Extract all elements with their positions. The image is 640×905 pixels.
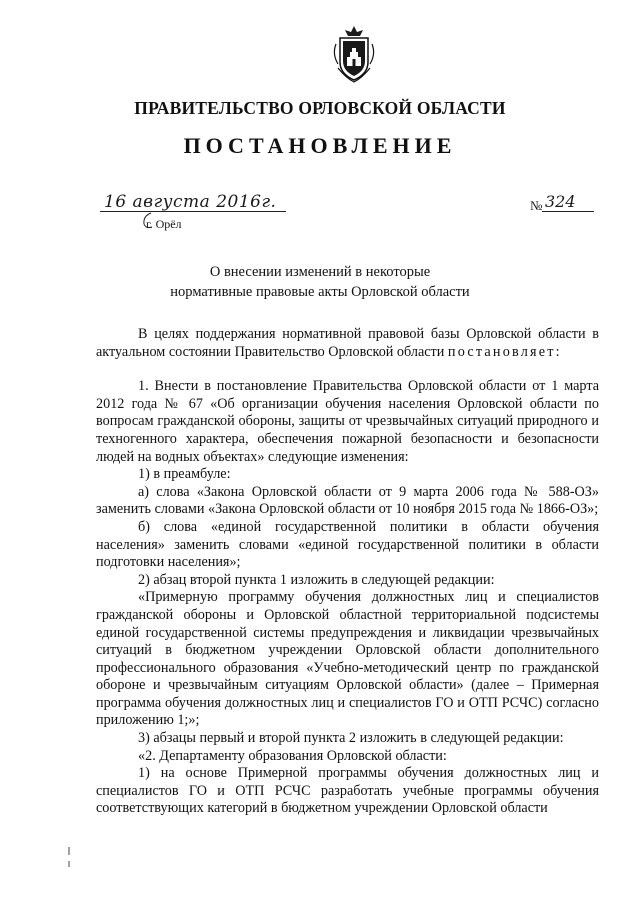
document-type-title: ПОСТАНОВЛЕНИЕ — [183, 133, 457, 158]
document-date: 16 августа 2016г. — [104, 192, 277, 212]
document-subject — [0, 262, 640, 302]
preamble-paragraph — [96, 326, 599, 361]
organization-title: ПРАВИТЕЛЬСТВО ОРЛОВСКОЙ ОБЛАСТИ — [134, 98, 506, 118]
preamble-keyword: постановляет: — [447, 343, 562, 360]
document-city: г. Орёл — [146, 217, 182, 231]
body-paragraph: а) слова «Закона Орловской области от 9 марта 2006 года № 588-ОЗ» заменить словами «Закона Орловской области от 10 ноября 2015 года № 1866-ОЗ»; — [96, 483, 599, 518]
body-paragraph: 3) абзацы первый и второй пункта 2 изложить в следующей редакции: — [138, 730, 564, 747]
body-paragraph: «2. Департаменту образования Орловской области: — [138, 747, 447, 764]
number-label: № — [530, 198, 543, 213]
subject-line: О внесении изменений в некоторые — [209, 264, 431, 280]
body-paragraph: 2) абзац второй пункта 1 изложить в следующей редакции: — [138, 571, 495, 588]
document-body — [96, 326, 599, 818]
body-paragraph: 1) в преамбуле: — [138, 466, 231, 483]
margin-mark-icon — [66, 847, 72, 873]
date-underline — [100, 211, 286, 212]
body-paragraph: б) слова «единой государственной политики в области обучения населения» заменить словами «единой государственной политики в области подготовки населения»; — [96, 518, 599, 571]
subject-line: нормативные правовые акты Орловской области — [170, 284, 470, 300]
orel-region-coat-of-arms-icon — [330, 24, 378, 84]
body-paragraph: 1. Внести в постановление Правительства Орловской области от 1 марта 2012 года № 67 «Об организации обучения населения Орловской области по вопросам гражданской обороны, защиты от чрезвычайных ситуаций природного и техногенного характера, обеспечения пожарной безопасности и безопасности людей на водных объектах» следующие изменения: — [96, 378, 599, 465]
preamble-text: В целях поддержания нормативной правовой базы Орловской области в актуальном состоянии Правительство Орловской области — [96, 326, 599, 360]
body-paragraph: 1) на основе Примерной программы обучения должностных лиц и специалистов ГО и ОТП РСЧС разработать учебные программы обучения соответствующих категорий в бюджетном учреждении Орловской области — [96, 765, 599, 817]
body-paragraph: «Примерную программу обучения должностных лиц и специалистов гражданской обороны и Орловской областной территориальной подсистемы единой государственной системы предупреждения и ликвидации чрезвычайных ситуаций в бюджетном учреждении Орловской области дополнительного профессионального образования «Учебно-методический центр по гражданской обороне и чрезвычайным ситуациям Орловской области» (далее – Примерная программа обучения должностных лиц и специалистов ГО и ОТП РСЧС) согласно приложению 1;»; — [96, 589, 599, 729]
document-number: 324 — [545, 192, 576, 211]
number-underline — [542, 211, 594, 212]
